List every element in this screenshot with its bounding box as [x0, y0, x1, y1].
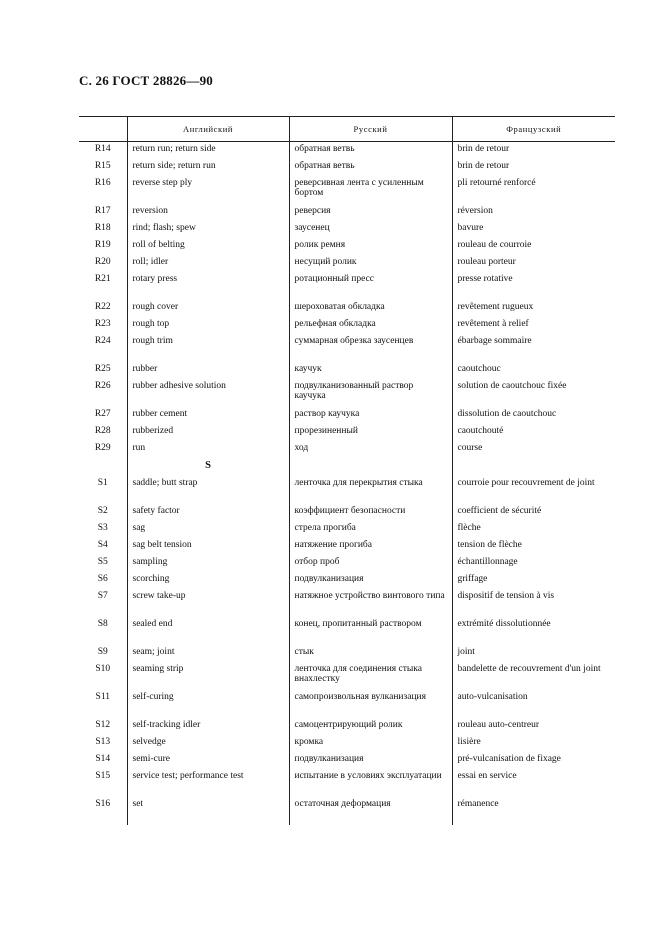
- table-row: [79, 300, 615, 317]
- term-english: return run; return side: [127, 142, 289, 159]
- term-english: set: [127, 797, 289, 825]
- term-english: seam; joint: [127, 645, 289, 662]
- term-code: R15: [94, 160, 111, 171]
- term-code: R26: [94, 380, 111, 391]
- term-french: revêtement à relief: [452, 317, 615, 334]
- term-russian: суммарная обрезка заусенцев: [289, 334, 452, 362]
- term-french: rouleau auto-centreur: [452, 718, 615, 735]
- term-english: sealed end: [127, 617, 289, 645]
- term-russian: самопроизвольная вулканизация: [289, 690, 452, 718]
- term-french: flèche: [452, 521, 615, 538]
- column-header-code: [79, 117, 127, 142]
- table-row: [79, 662, 615, 690]
- section-letter-row: [79, 458, 615, 476]
- table-row: [79, 735, 615, 752]
- term-french: courroie pour recouvrement de joint: [452, 476, 615, 504]
- table-body: [79, 142, 615, 825]
- table-row: [79, 176, 615, 204]
- term-french: bavure: [452, 221, 615, 238]
- term-english: rubber cement: [127, 407, 289, 424]
- term-french: joint: [452, 645, 615, 662]
- table-row: [79, 690, 615, 718]
- term-english: sag: [127, 521, 289, 538]
- term-french: brin de retour: [452, 159, 615, 176]
- table-row: [79, 617, 615, 645]
- term-russian: реверсия: [289, 204, 452, 221]
- term-russian: подвулканизация: [289, 572, 452, 589]
- term-french: brin de retour: [452, 142, 615, 159]
- term-code: S15: [95, 770, 111, 781]
- term-russian: коэффициент безопасности: [289, 504, 452, 521]
- term-french: caoutchouc: [452, 362, 615, 379]
- term-english: self-tracking idler: [127, 718, 289, 735]
- term-code: R25: [94, 363, 111, 374]
- table-row: [79, 476, 615, 504]
- table-row: [79, 572, 615, 589]
- term-code: S14: [95, 753, 111, 764]
- table-row: [79, 255, 615, 272]
- term-russian: шероховатая обкладка: [289, 300, 452, 317]
- term-french: rouleau porteur: [452, 255, 615, 272]
- term-french: course: [452, 441, 615, 458]
- term-russian: остаточная деформация: [289, 797, 452, 825]
- term-code: R21: [94, 273, 111, 284]
- table-row: [79, 362, 615, 379]
- table-row: [79, 142, 615, 159]
- term-russian: отбор проб: [289, 555, 452, 572]
- term-english: rubberized: [127, 424, 289, 441]
- table-row: [79, 407, 615, 424]
- term-russian: прорезиненный: [289, 424, 452, 441]
- term-english: service test; performance test: [127, 769, 289, 797]
- term-code: S16: [95, 798, 111, 809]
- term-french: auto-vulcanisation: [452, 690, 615, 718]
- term-french: griffage: [452, 572, 615, 589]
- term-code: S2: [97, 505, 108, 516]
- term-russian: ход: [289, 441, 452, 458]
- term-code: R28: [94, 425, 111, 436]
- term-russian: раствор каучука: [289, 407, 452, 424]
- term-english: saddle; butt strap: [127, 476, 289, 504]
- page-header: С. 26 ГОСТ 28826—90: [79, 73, 213, 88]
- term-code: R16: [94, 177, 111, 188]
- term-code: R18: [94, 222, 111, 233]
- term-english: reverse step ply: [127, 176, 289, 204]
- term-french: coefficient de sécurité: [452, 504, 615, 521]
- term-english: rough trim: [127, 334, 289, 362]
- term-french: dispositif de tension à vis: [452, 589, 615, 617]
- column-header-english: Английский: [127, 117, 289, 142]
- glossary-table: [79, 116, 615, 825]
- table-header-row: [79, 117, 615, 142]
- term-english: rough top: [127, 317, 289, 334]
- term-russian: несущий ролик: [289, 255, 452, 272]
- table-row: [79, 334, 615, 362]
- term-russian: ленточка для перекрытия стыка: [289, 476, 452, 504]
- term-english: self-curing: [127, 690, 289, 718]
- table-row: [79, 769, 615, 797]
- table-row: [79, 538, 615, 555]
- section-letter: S: [127, 458, 289, 476]
- term-english: safety factor: [127, 504, 289, 521]
- term-russian: самоцентрирующий ролик: [289, 718, 452, 735]
- term-russian: ленточка для соединения стыка внахлестку: [289, 662, 452, 690]
- term-french: bandelette de recouvrement d'un joint: [452, 662, 615, 690]
- term-french: réversion: [452, 204, 615, 221]
- term-russian: натяжение прогиба: [289, 538, 452, 555]
- term-russian: обратная ветвь: [289, 159, 452, 176]
- term-russian: каучук: [289, 362, 452, 379]
- column-header-french: Французский: [452, 117, 615, 142]
- term-french: pli retourné renforcé: [452, 176, 615, 204]
- term-code: R14: [94, 144, 111, 154]
- term-english: seaming strip: [127, 662, 289, 690]
- term-russian: рельефная обкладка: [289, 317, 452, 334]
- term-french: dissolution de caoutchouc: [452, 407, 615, 424]
- table-row: [79, 424, 615, 441]
- term-french: échantillonnage: [452, 555, 615, 572]
- term-code: R27: [94, 408, 111, 419]
- term-russian: заусенец: [289, 221, 452, 238]
- term-french: [452, 458, 615, 476]
- term-french: tension de flèche: [452, 538, 615, 555]
- term-french: caoutchouté: [452, 424, 615, 441]
- term-code: R20: [94, 256, 111, 267]
- term-english: rubber: [127, 362, 289, 379]
- table-row: [79, 204, 615, 221]
- table-row: [79, 379, 615, 407]
- term-english: reversion: [127, 204, 289, 221]
- term-english: scorching: [127, 572, 289, 589]
- table-row: [79, 645, 615, 662]
- term-code: S10: [95, 663, 111, 674]
- table-row: [79, 718, 615, 735]
- term-english: screw take-up: [127, 589, 289, 617]
- table-row: [79, 441, 615, 458]
- term-code: S11: [95, 691, 110, 702]
- term-code: S1: [97, 477, 108, 488]
- term-russian: реверсивная лента с усиленным бортом: [289, 176, 452, 204]
- term-russian: подвулканизация: [289, 752, 452, 769]
- table-row: [79, 521, 615, 538]
- term-russian: ролик ремня: [289, 238, 452, 255]
- term-english: return side; return run: [127, 159, 289, 176]
- term-russian: ротационный пресс: [289, 272, 452, 300]
- term-russian: натяжное устройство винтового типа: [289, 589, 452, 617]
- term-code: S4: [97, 539, 108, 550]
- term-russian: обратная ветвь: [289, 142, 452, 159]
- table-row: [79, 159, 615, 176]
- term-russian: стык: [289, 645, 452, 662]
- term-code: S9: [97, 646, 108, 657]
- term-french: revêtement rugueux: [452, 300, 615, 317]
- term-code: S7: [97, 590, 108, 601]
- table-row: [79, 752, 615, 769]
- term-code: [79, 458, 127, 476]
- term-french: presse rotative: [452, 272, 615, 300]
- term-russian: [289, 458, 452, 476]
- term-code: R29: [94, 442, 111, 453]
- term-french: essai en service: [452, 769, 615, 797]
- table-row: [79, 238, 615, 255]
- term-french: rémanence: [452, 797, 615, 825]
- term-english: rotary press: [127, 272, 289, 300]
- table-row: [79, 589, 615, 617]
- term-code: S13: [95, 736, 111, 747]
- term-code: S8: [97, 618, 108, 629]
- term-english: rough cover: [127, 300, 289, 317]
- term-french: extrémité dissolutionnée: [452, 617, 615, 645]
- table-row: [79, 221, 615, 238]
- term-english: run: [127, 441, 289, 458]
- term-russian: стрела прогиба: [289, 521, 452, 538]
- term-english: sampling: [127, 555, 289, 572]
- table-row: [79, 504, 615, 521]
- table-row: [79, 797, 615, 825]
- term-english: selvedge: [127, 735, 289, 752]
- term-english: rubber adhesive solution: [127, 379, 289, 407]
- term-russian: конец, пропитанный раствором: [289, 617, 452, 645]
- term-french: solution de caoutchouc fixée: [452, 379, 615, 407]
- term-code: R19: [94, 239, 111, 250]
- term-french: ébarbage sommaire: [452, 334, 615, 362]
- term-russian: испытание в условиях эксплуатации: [289, 769, 452, 797]
- term-code: R23: [94, 318, 111, 329]
- term-russian: подвулканизованный раствор каучука: [289, 379, 452, 407]
- term-code: S6: [97, 573, 108, 584]
- term-english: roll of belting: [127, 238, 289, 255]
- term-french: rouleau de courroie: [452, 238, 615, 255]
- table-row: [79, 272, 615, 300]
- term-code: R24: [94, 335, 111, 346]
- term-russian: кромка: [289, 735, 452, 752]
- table-row: [79, 317, 615, 334]
- term-code: R22: [94, 301, 111, 312]
- term-english: semi-cure: [127, 752, 289, 769]
- term-english: sag belt tension: [127, 538, 289, 555]
- column-header-russian: Русский: [289, 117, 452, 142]
- term-french: lisière: [452, 735, 615, 752]
- term-code: R17: [94, 205, 111, 216]
- term-english: roll; idler: [127, 255, 289, 272]
- term-english: rind; flash; spew: [127, 221, 289, 238]
- table-row: [79, 555, 615, 572]
- term-french: pré-vulcanisation de fixage: [452, 752, 615, 769]
- term-code: S5: [97, 556, 108, 567]
- term-code: S3: [97, 522, 108, 533]
- term-code: S12: [95, 719, 111, 730]
